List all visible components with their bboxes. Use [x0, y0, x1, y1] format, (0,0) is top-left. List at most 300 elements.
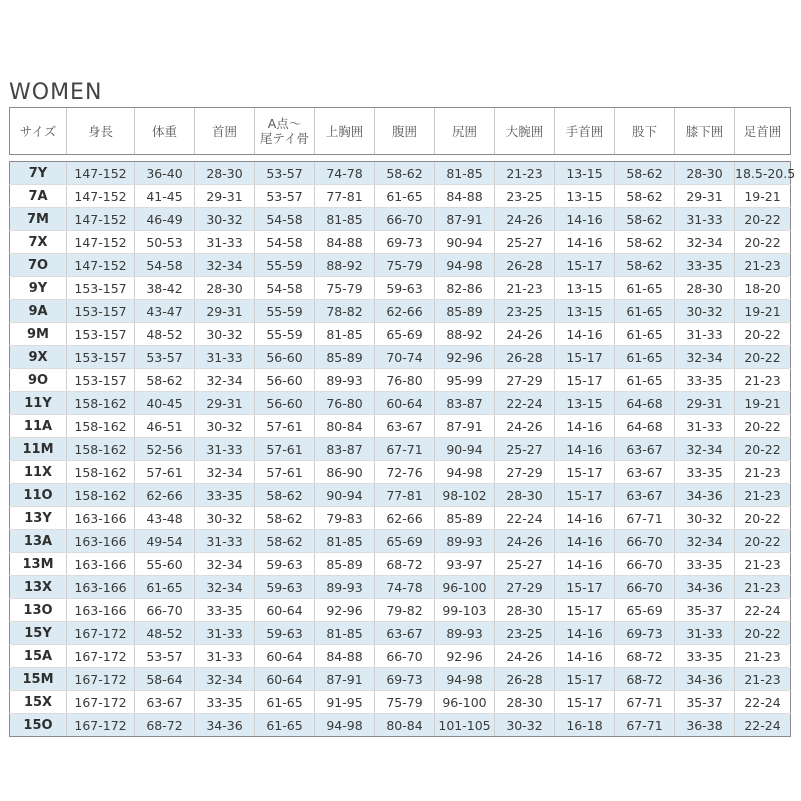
- size-label-cell: 11O: [10, 484, 67, 507]
- measurement-cell: 153-157: [67, 346, 135, 369]
- measurement-cell: 66-70: [615, 553, 675, 576]
- table-row: [10, 622, 791, 645]
- measurement-cell: 63-67: [135, 691, 195, 714]
- size-label-cell: 15O: [10, 714, 67, 737]
- measurement-cell: 55-59: [255, 300, 315, 323]
- column-header: 尻囲: [435, 108, 495, 155]
- measurement-cell: 54-58: [255, 277, 315, 300]
- measurement-cell: 66-70: [375, 645, 435, 668]
- size-label-cell: 9M: [10, 323, 67, 346]
- measurement-cell: 15-17: [555, 599, 615, 622]
- measurement-cell: 32-34: [675, 231, 735, 254]
- measurement-cell: 65-69: [375, 530, 435, 553]
- measurement-cell: 163-166: [67, 530, 135, 553]
- measurement-cell: 15-17: [555, 691, 615, 714]
- measurement-cell: 68-72: [615, 668, 675, 691]
- measurement-cell: 147-152: [67, 254, 135, 277]
- measurement-cell: 14-16: [555, 208, 615, 231]
- measurement-cell: 50-53: [135, 231, 195, 254]
- measurement-cell: 54-58: [255, 231, 315, 254]
- measurement-cell: 63-67: [375, 415, 435, 438]
- measurement-cell: 59-63: [255, 622, 315, 645]
- measurement-cell: 36-40: [135, 162, 195, 185]
- measurement-cell: 20-22: [735, 438, 791, 461]
- size-label-cell: 9A: [10, 300, 67, 323]
- measurement-cell: 153-157: [67, 369, 135, 392]
- measurement-cell: 31-33: [675, 415, 735, 438]
- measurement-cell: 62-66: [375, 507, 435, 530]
- measurement-cell: 28-30: [495, 691, 555, 714]
- measurement-cell: 90-94: [315, 484, 375, 507]
- header-row: [10, 108, 791, 155]
- table-row: [10, 254, 791, 277]
- measurement-cell: 13-15: [555, 300, 615, 323]
- measurement-cell: 29-31: [195, 392, 255, 415]
- measurement-cell: 15-17: [555, 461, 615, 484]
- measurement-cell: 20-22: [735, 507, 791, 530]
- measurement-cell: 58-62: [255, 530, 315, 553]
- measurement-cell: 48-52: [135, 323, 195, 346]
- measurement-cell: 54-58: [255, 208, 315, 231]
- measurement-cell: 87-91: [435, 415, 495, 438]
- measurement-cell: 34-36: [675, 576, 735, 599]
- measurement-cell: 26-28: [495, 254, 555, 277]
- size-label-cell: 7M: [10, 208, 67, 231]
- measurement-cell: 31-33: [195, 346, 255, 369]
- measurement-cell: 30-32: [195, 323, 255, 346]
- table-row: [10, 346, 791, 369]
- measurement-cell: 88-92: [315, 254, 375, 277]
- table-row: [10, 507, 791, 530]
- measurement-cell: 20-22: [735, 530, 791, 553]
- measurement-cell: 34-36: [675, 668, 735, 691]
- size-label-cell: 7O: [10, 254, 67, 277]
- measurement-cell: 54-58: [135, 254, 195, 277]
- measurement-cell: 55-59: [255, 323, 315, 346]
- measurement-cell: 56-60: [255, 369, 315, 392]
- measurement-cell: 33-35: [675, 461, 735, 484]
- measurement-cell: 62-66: [135, 484, 195, 507]
- measurement-cell: 75-79: [315, 277, 375, 300]
- measurement-cell: 13-15: [555, 162, 615, 185]
- measurement-cell: 49-54: [135, 530, 195, 553]
- measurement-cell: 91-95: [315, 691, 375, 714]
- measurement-cell: 81-85: [315, 208, 375, 231]
- measurement-cell: 94-98: [435, 668, 495, 691]
- table-row: [10, 668, 791, 691]
- measurement-cell: 32-34: [675, 346, 735, 369]
- measurement-cell: 19-21: [735, 392, 791, 415]
- measurement-cell: 63-67: [615, 438, 675, 461]
- measurement-cell: 35-37: [675, 691, 735, 714]
- measurement-cell: 33-35: [675, 645, 735, 668]
- measurement-cell: 74-78: [315, 162, 375, 185]
- measurement-cell: 27-29: [495, 576, 555, 599]
- measurement-cell: 32-34: [195, 576, 255, 599]
- measurement-cell: 34-36: [675, 484, 735, 507]
- measurement-cell: 19-21: [735, 300, 791, 323]
- measurement-cell: 53-57: [255, 162, 315, 185]
- measurement-cell: 21-23: [735, 254, 791, 277]
- measurement-cell: 67-71: [615, 714, 675, 737]
- measurement-cell: 28-30: [195, 162, 255, 185]
- size-label-cell: 11M: [10, 438, 67, 461]
- measurement-cell: 86-90: [315, 461, 375, 484]
- measurement-cell: 66-70: [135, 599, 195, 622]
- measurement-cell: 75-79: [375, 691, 435, 714]
- measurement-cell: 77-81: [315, 185, 375, 208]
- measurement-cell: 31-33: [195, 438, 255, 461]
- measurement-cell: 153-157: [67, 277, 135, 300]
- table-row: [10, 438, 791, 461]
- measurement-cell: 66-70: [615, 576, 675, 599]
- measurement-cell: 61-65: [615, 277, 675, 300]
- measurement-cell: 32-34: [195, 254, 255, 277]
- measurement-cell: 81-85: [435, 162, 495, 185]
- measurement-cell: 153-157: [67, 323, 135, 346]
- measurement-cell: 72-76: [375, 461, 435, 484]
- measurement-cell: 163-166: [67, 576, 135, 599]
- table-row: [10, 231, 791, 254]
- table-row: [10, 415, 791, 438]
- column-header: [255, 108, 315, 155]
- measurement-cell: 158-162: [67, 461, 135, 484]
- table-row: [10, 323, 791, 346]
- measurement-cell: 58-62: [615, 208, 675, 231]
- measurement-cell: 30-32: [675, 300, 735, 323]
- measurement-cell: 94-98: [435, 254, 495, 277]
- measurement-cell: 163-166: [67, 553, 135, 576]
- measurement-cell: 85-89: [315, 553, 375, 576]
- measurement-cell: 98-102: [435, 484, 495, 507]
- measurement-cell: 158-162: [67, 438, 135, 461]
- measurement-cell: 94-98: [315, 714, 375, 737]
- measurement-cell: 18-20: [735, 277, 791, 300]
- measurement-cell: 29-31: [195, 185, 255, 208]
- measurement-cell: 153-157: [67, 300, 135, 323]
- size-label-cell: 11Y: [10, 392, 67, 415]
- section-title: WOMEN: [9, 80, 103, 105]
- measurement-cell: 31-33: [195, 645, 255, 668]
- measurement-cell: 21-23: [735, 645, 791, 668]
- size-label-cell: 13A: [10, 530, 67, 553]
- measurement-cell: 41-45: [135, 185, 195, 208]
- table-header: [10, 108, 791, 155]
- measurement-cell: 147-152: [67, 208, 135, 231]
- measurement-cell: 61-65: [135, 576, 195, 599]
- measurement-cell: 14-16: [555, 415, 615, 438]
- measurement-cell: 87-91: [315, 668, 375, 691]
- table-row: [10, 714, 791, 737]
- column-header: 股下: [615, 108, 675, 155]
- measurement-cell: 21-23: [735, 369, 791, 392]
- measurement-cell: 33-35: [675, 553, 735, 576]
- measurement-cell: 21-23: [735, 553, 791, 576]
- table-row: [10, 599, 791, 622]
- size-label-cell: 11A: [10, 415, 67, 438]
- measurement-cell: 163-166: [67, 507, 135, 530]
- measurement-cell: 13-15: [555, 277, 615, 300]
- measurement-cell: 101-105: [435, 714, 495, 737]
- size-label-cell: 13Y: [10, 507, 67, 530]
- measurement-cell: 84-88: [435, 185, 495, 208]
- table-row: [10, 530, 791, 553]
- size-label-cell: 15M: [10, 668, 67, 691]
- measurement-cell: 21-23: [495, 162, 555, 185]
- table-row: [10, 208, 791, 231]
- measurement-cell: 62-66: [375, 300, 435, 323]
- measurement-cell: 65-69: [615, 599, 675, 622]
- measurement-cell: 35-37: [675, 599, 735, 622]
- measurement-cell: 68-72: [135, 714, 195, 737]
- measurement-cell: 64-68: [615, 392, 675, 415]
- measurement-cell: 21-23: [735, 576, 791, 599]
- measurement-cell: 61-65: [615, 369, 675, 392]
- measurement-cell: 20-22: [735, 346, 791, 369]
- measurement-cell: 87-91: [435, 208, 495, 231]
- measurement-cell: 23-25: [495, 300, 555, 323]
- table-row: [10, 277, 791, 300]
- measurement-cell: 82-86: [435, 277, 495, 300]
- measurement-cell: 26-28: [495, 668, 555, 691]
- column-header: 体重: [135, 108, 195, 155]
- measurement-cell: 13-15: [555, 185, 615, 208]
- column-header: 首囲: [195, 108, 255, 155]
- measurement-cell: 53-57: [255, 185, 315, 208]
- measurement-cell: 23-25: [495, 185, 555, 208]
- measurement-cell: 67-71: [615, 691, 675, 714]
- measurement-cell: 69-73: [375, 231, 435, 254]
- column-header: 手首囲: [555, 108, 615, 155]
- size-label-cell: 13O: [10, 599, 67, 622]
- measurement-cell: 84-88: [315, 645, 375, 668]
- measurement-cell: 21-23: [735, 461, 791, 484]
- measurement-cell: 30-32: [195, 415, 255, 438]
- table-row: [10, 392, 791, 415]
- measurement-cell: 167-172: [67, 622, 135, 645]
- table-row: [10, 691, 791, 714]
- measurement-cell: 53-57: [135, 645, 195, 668]
- measurement-cell: 89-93: [435, 530, 495, 553]
- measurement-cell: 90-94: [435, 231, 495, 254]
- measurement-cell: 59-63: [375, 277, 435, 300]
- measurement-cell: 30-32: [195, 507, 255, 530]
- measurement-cell: 61-65: [375, 185, 435, 208]
- measurement-cell: 15-17: [555, 369, 615, 392]
- measurement-cell: 61-65: [255, 714, 315, 737]
- measurement-cell: 61-65: [615, 323, 675, 346]
- measurement-cell: 158-162: [67, 415, 135, 438]
- measurement-cell: 81-85: [315, 622, 375, 645]
- measurement-cell: 66-70: [615, 530, 675, 553]
- measurement-cell: 40-45: [135, 392, 195, 415]
- measurement-cell: 23-25: [495, 622, 555, 645]
- measurement-cell: 32-34: [195, 553, 255, 576]
- column-header: 大腕囲: [495, 108, 555, 155]
- measurement-cell: 30-32: [495, 714, 555, 737]
- measurement-cell: 31-33: [195, 530, 255, 553]
- measurement-cell: 60-64: [255, 599, 315, 622]
- size-label-cell: 7Y: [10, 162, 67, 185]
- measurement-cell: 27-29: [495, 369, 555, 392]
- measurement-cell: 15-17: [555, 254, 615, 277]
- column-header-line: 尾テイ骨: [259, 131, 310, 146]
- measurement-cell: 24-26: [495, 645, 555, 668]
- column-header-line: A点～: [267, 116, 302, 131]
- measurement-cell: 61-65: [615, 300, 675, 323]
- measurement-cell: 76-80: [315, 392, 375, 415]
- table-body: [10, 162, 796, 737]
- measurement-cell: 22-24: [495, 392, 555, 415]
- measurement-cell: 67-71: [615, 507, 675, 530]
- measurement-cell: 15-17: [555, 576, 615, 599]
- size-label-cell: 7A: [10, 185, 67, 208]
- table-row: [10, 300, 791, 323]
- measurement-cell: 92-96: [315, 599, 375, 622]
- measurement-cell: 80-84: [315, 415, 375, 438]
- measurement-cell: 59-63: [255, 553, 315, 576]
- measurement-cell: 96-100: [435, 691, 495, 714]
- measurement-cell: 75-79: [375, 254, 435, 277]
- measurement-cell: 19-21: [735, 185, 791, 208]
- measurement-cell: 28-30: [195, 277, 255, 300]
- column-header: 足首囲: [735, 108, 791, 155]
- size-label-cell: 15A: [10, 645, 67, 668]
- measurement-cell: 94-98: [435, 461, 495, 484]
- measurement-cell: 83-87: [435, 392, 495, 415]
- measurement-cell: 58-62: [255, 484, 315, 507]
- size-label-cell: 15Y: [10, 622, 67, 645]
- measurement-cell: 14-16: [555, 530, 615, 553]
- measurement-cell: 92-96: [435, 645, 495, 668]
- measurement-cell: 32-34: [195, 668, 255, 691]
- measurement-cell: 20-22: [735, 208, 791, 231]
- header-gap: [10, 155, 791, 162]
- measurement-cell: 85-89: [435, 300, 495, 323]
- measurement-cell: 31-33: [195, 622, 255, 645]
- measurement-cell: 57-61: [255, 438, 315, 461]
- measurement-cell: 58-62: [615, 254, 675, 277]
- measurement-cell: 48-52: [135, 622, 195, 645]
- measurement-cell: 77-81: [375, 484, 435, 507]
- measurement-cell: 14-16: [555, 507, 615, 530]
- measurement-cell: 25-27: [495, 553, 555, 576]
- measurement-cell: 13-15: [555, 392, 615, 415]
- measurement-cell: 29-31: [675, 185, 735, 208]
- measurement-cell: 167-172: [67, 691, 135, 714]
- measurement-cell: 79-82: [375, 599, 435, 622]
- measurement-cell: 14-16: [555, 323, 615, 346]
- measurement-cell: 14-16: [555, 553, 615, 576]
- measurement-cell: 28-30: [675, 277, 735, 300]
- size-label-cell: 15X: [10, 691, 67, 714]
- measurement-cell: 26-28: [495, 346, 555, 369]
- measurement-cell: 57-61: [135, 461, 195, 484]
- measurement-cell: 22-24: [495, 507, 555, 530]
- table-row: [10, 162, 791, 185]
- measurement-cell: 56-60: [255, 346, 315, 369]
- column-header: 膝下囲: [675, 108, 735, 155]
- measurement-cell: 76-80: [375, 369, 435, 392]
- measurement-cell: 27-29: [495, 461, 555, 484]
- measurement-cell: 22-24: [735, 599, 791, 622]
- measurement-cell: 70-74: [375, 346, 435, 369]
- measurement-cell: 30-32: [675, 507, 735, 530]
- measurement-cell: 163-166: [67, 599, 135, 622]
- measurement-cell: 58-62: [615, 162, 675, 185]
- measurement-cell: 81-85: [315, 530, 375, 553]
- measurement-cell: 14-16: [555, 645, 615, 668]
- measurement-cell: 34-36: [195, 714, 255, 737]
- column-header: サイズ: [10, 108, 67, 155]
- measurement-cell: 32-34: [195, 461, 255, 484]
- size-label-cell: 13X: [10, 576, 67, 599]
- measurement-cell: 89-93: [315, 369, 375, 392]
- measurement-cell: 84-88: [315, 231, 375, 254]
- measurement-cell: 55-60: [135, 553, 195, 576]
- measurement-cell: 147-152: [67, 162, 135, 185]
- measurement-cell: 158-162: [67, 484, 135, 507]
- table-row: [10, 461, 791, 484]
- measurement-cell: 69-73: [375, 668, 435, 691]
- measurement-cell: 158-162: [67, 392, 135, 415]
- measurement-cell: 33-35: [195, 484, 255, 507]
- measurement-cell: 58-64: [135, 668, 195, 691]
- measurement-cell: 60-64: [255, 668, 315, 691]
- measurement-cell: 65-69: [375, 323, 435, 346]
- measurement-cell: 99-103: [435, 599, 495, 622]
- measurement-cell: 20-22: [735, 231, 791, 254]
- measurement-cell: 64-68: [615, 415, 675, 438]
- measurement-cell: 28-30: [495, 484, 555, 507]
- size-label-cell: 9O: [10, 369, 67, 392]
- table-row: [10, 185, 791, 208]
- table-row: [10, 576, 791, 599]
- measurement-cell: 46-51: [135, 415, 195, 438]
- table-row: [10, 645, 791, 668]
- measurement-cell: 88-92: [435, 323, 495, 346]
- measurement-cell: 32-34: [675, 438, 735, 461]
- measurement-cell: 57-61: [255, 415, 315, 438]
- measurement-cell: 28-30: [495, 599, 555, 622]
- measurement-cell: 89-93: [315, 576, 375, 599]
- measurement-cell: 22-24: [735, 714, 791, 737]
- measurement-cell: 15-17: [555, 484, 615, 507]
- measurement-cell: 24-26: [495, 323, 555, 346]
- measurement-cell: 21-23: [735, 668, 791, 691]
- measurement-cell: 24-26: [495, 530, 555, 553]
- table-row: [10, 484, 791, 507]
- measurement-cell: 96-100: [435, 576, 495, 599]
- measurement-cell: 55-59: [255, 254, 315, 277]
- measurement-cell: 61-65: [615, 346, 675, 369]
- measurement-cell: 20-22: [735, 323, 791, 346]
- measurement-cell: 74-78: [375, 576, 435, 599]
- measurement-cell: 14-16: [555, 231, 615, 254]
- column-header: 身長: [67, 108, 135, 155]
- measurement-cell: 57-61: [255, 461, 315, 484]
- measurement-cell: 56-60: [255, 392, 315, 415]
- measurement-cell: 43-47: [135, 300, 195, 323]
- measurement-cell: 20-22: [735, 622, 791, 645]
- measurement-cell: 16-18: [555, 714, 615, 737]
- size-label-cell: 9Y: [10, 277, 67, 300]
- measurement-cell: 66-70: [375, 208, 435, 231]
- size-label-cell: 13M: [10, 553, 67, 576]
- measurement-cell: 58-62: [135, 369, 195, 392]
- measurement-cell: 36-38: [675, 714, 735, 737]
- measurement-cell: 85-89: [435, 507, 495, 530]
